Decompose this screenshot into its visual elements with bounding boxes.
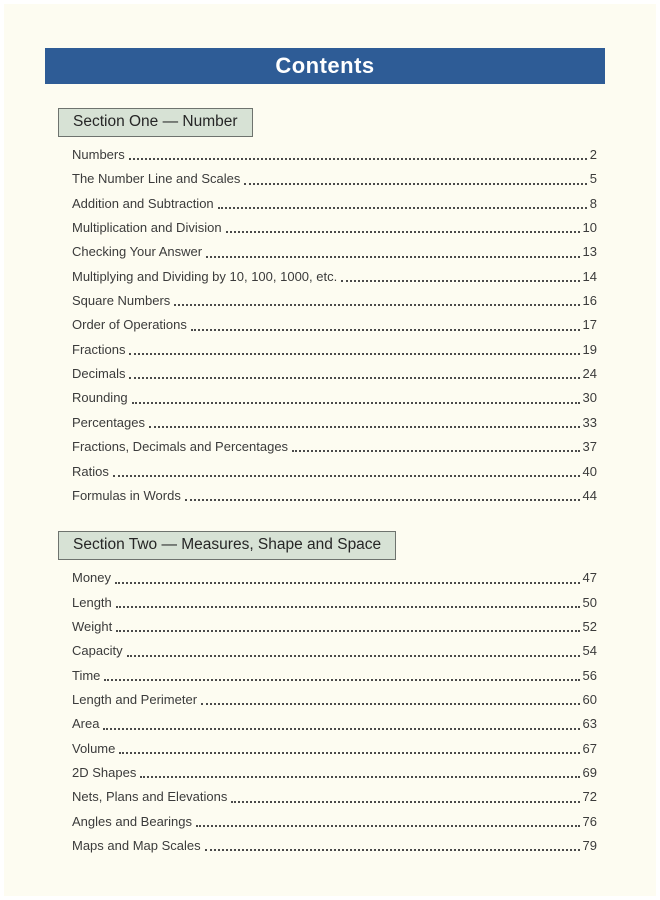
toc-entry-label: Money <box>72 570 112 586</box>
toc-section-list <box>58 142 597 507</box>
toc-entry-label: Fractions <box>72 341 126 357</box>
toc-entry <box>72 458 597 482</box>
dotted-leader <box>244 183 586 185</box>
dotted-leader <box>201 703 580 705</box>
dotted-leader <box>115 582 580 584</box>
toc-entry <box>72 337 597 361</box>
toc-entry-label: Percentages <box>72 414 145 430</box>
toc-entry <box>72 410 597 434</box>
dotted-leader <box>185 499 580 501</box>
toc-entry <box>72 312 597 336</box>
toc-entry-label: Angles and Bearings <box>72 813 192 829</box>
toc-entry-label: Maps and Map Scales <box>72 837 201 853</box>
toc-entry-label: Time <box>72 667 101 683</box>
toc-entry-page-number: 5 <box>589 171 597 187</box>
toc-entry-label: 2D Shapes <box>72 764 137 780</box>
dotted-leader <box>132 402 580 404</box>
dotted-leader <box>129 353 579 355</box>
toc-entry-page-number: 30 <box>582 390 597 406</box>
toc-entry-page-number: 16 <box>582 293 597 309</box>
toc-entry-label: Checking Your Answer <box>72 244 203 260</box>
toc-entry-page-number: 69 <box>582 764 597 780</box>
toc-entry <box>72 483 597 507</box>
toc-entry-page-number: 24 <box>582 366 597 382</box>
toc-entry-page-number: 47 <box>582 570 597 586</box>
toc-entry-page-number: 56 <box>582 667 597 683</box>
toc-entry-page-number: 79 <box>582 837 597 853</box>
toc-entry-page-number: 44 <box>582 487 597 503</box>
toc-entry-page-number: 17 <box>582 317 597 333</box>
toc-entry <box>72 215 597 239</box>
dotted-leader <box>231 801 579 803</box>
toc-entry-label: Rounding <box>72 390 128 406</box>
toc-entry-label: Multiplication and Division <box>72 220 222 236</box>
toc-entry <box>72 784 597 808</box>
toc-entry <box>72 663 597 687</box>
dotted-leader <box>129 158 587 160</box>
toc-section-list <box>58 565 597 857</box>
toc <box>58 84 597 857</box>
toc-entry-label: Area <box>72 716 100 732</box>
toc-entry-label: Fractions, Decimals and Percentages <box>72 439 289 455</box>
toc-entry-page-number: 60 <box>582 691 597 707</box>
toc-entry <box>72 264 597 288</box>
toc-entry-label: The Number Line and Scales <box>72 171 241 187</box>
toc-entry-label: Addition and Subtraction <box>72 195 214 211</box>
toc-entry-label: Formulas in Words <box>72 487 181 503</box>
toc-entry-label: Square Numbers <box>72 293 171 309</box>
dotted-leader <box>341 280 579 282</box>
dotted-leader <box>104 679 579 681</box>
dotted-leader <box>218 207 587 209</box>
toc-entry-page-number: 63 <box>582 716 597 732</box>
toc-entry-label: Capacity <box>72 643 123 659</box>
toc-entry <box>72 614 597 638</box>
toc-entry <box>72 590 597 614</box>
toc-entry-label: Weight <box>72 618 113 634</box>
dotted-leader <box>119 752 579 754</box>
dotted-leader <box>206 256 579 258</box>
toc-entry <box>72 760 597 784</box>
toc-entry-page-number: 67 <box>582 740 597 756</box>
dotted-leader <box>129 377 579 379</box>
toc-entry-page-number: 37 <box>582 439 597 455</box>
section-heading: Section One — Number <box>58 108 253 137</box>
toc-entry-page-number: 50 <box>582 594 597 610</box>
dotted-leader <box>174 304 579 306</box>
toc-entry <box>72 239 597 263</box>
toc-entry-label: Decimals <box>72 366 126 382</box>
section-heading: Section Two — Measures, Shape and Space <box>58 531 396 560</box>
dotted-leader <box>140 776 579 778</box>
toc-entry <box>72 191 597 215</box>
toc-entry-page-number: 13 <box>582 244 597 260</box>
toc-entry-label: Order of Operations <box>72 317 187 333</box>
dotted-leader <box>149 426 580 428</box>
toc-entry <box>72 638 597 662</box>
toc-entry <box>72 711 597 735</box>
toc-entry <box>72 809 597 833</box>
toc-entry <box>72 736 597 760</box>
dotted-leader <box>226 231 580 233</box>
toc-entry-page-number: 76 <box>582 813 597 829</box>
dotted-leader <box>103 728 579 730</box>
toc-entry <box>72 565 597 589</box>
toc-entry-label: Multiplying and Dividing by 10, 100, 1000, etc. <box>72 268 338 284</box>
dotted-leader <box>116 630 579 632</box>
book-page <box>4 4 656 896</box>
toc-entry-page-number: 33 <box>582 414 597 430</box>
toc-entry-label: Numbers <box>72 147 125 163</box>
dotted-leader <box>196 825 580 827</box>
toc-entry-page-number: 40 <box>582 463 597 479</box>
toc-entry <box>72 833 597 857</box>
toc-entry <box>72 434 597 458</box>
toc-entry <box>72 166 597 190</box>
toc-entry-label: Volume <box>72 740 116 756</box>
toc-entry-label: Length <box>72 594 112 610</box>
dotted-leader <box>113 475 580 477</box>
toc-entry <box>72 385 597 409</box>
toc-entry <box>72 687 597 711</box>
dotted-leader <box>127 655 580 657</box>
toc-entry-page-number: 54 <box>582 643 597 659</box>
dotted-leader <box>116 606 580 608</box>
toc-entry <box>72 361 597 385</box>
toc-entry-label: Nets, Plans and Elevations <box>72 789 228 805</box>
toc-entry-label: Length and Perimeter <box>72 691 198 707</box>
toc-entry-label: Ratios <box>72 463 109 479</box>
toc-entry-page-number: 72 <box>582 789 597 805</box>
toc-entry <box>72 142 597 166</box>
toc-entry-page-number: 19 <box>582 341 597 357</box>
toc-entry-page-number: 2 <box>589 147 597 163</box>
toc-entry-page-number: 8 <box>589 195 597 211</box>
dotted-leader <box>191 329 580 331</box>
dotted-leader <box>205 849 580 851</box>
toc-entry-page-number: 10 <box>582 220 597 236</box>
toc-entry-page-number: 14 <box>582 268 597 284</box>
dotted-leader <box>292 450 579 452</box>
page-title: Contents <box>45 48 605 84</box>
toc-entry-page-number: 52 <box>582 618 597 634</box>
toc-entry <box>72 288 597 312</box>
